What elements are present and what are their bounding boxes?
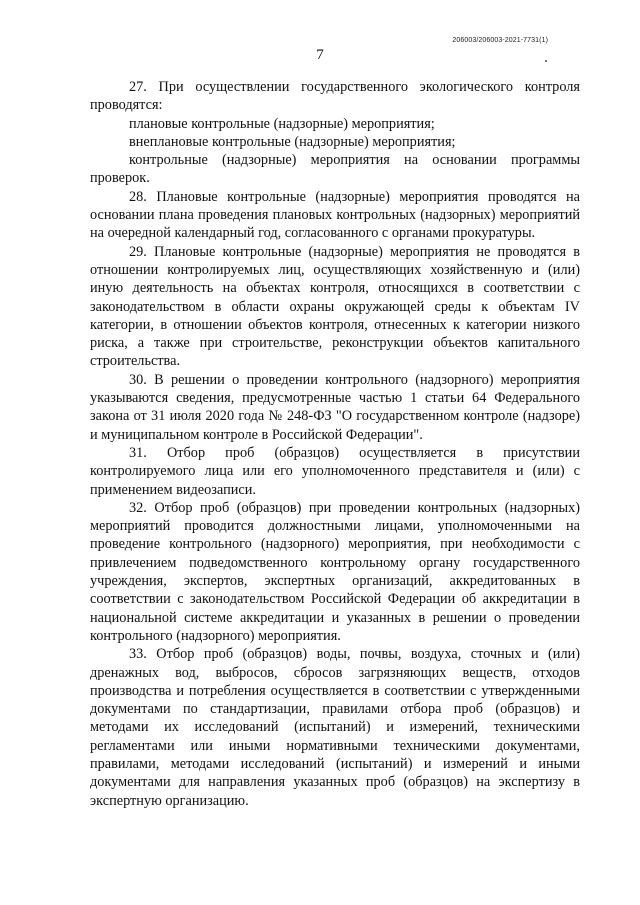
paragraph-31: 31. Отбор проб (образцов) осуществляется в присутствии контролируемого лица или его уполномоченного представителя и (или) с применением видеозаписи. <box>90 444 580 498</box>
document-id: 206003/206003-2021-7731(1) <box>452 37 548 44</box>
scan-dot-mark <box>545 60 547 62</box>
paragraph-33: 33. Отбор проб (образцов) воды, почвы, воздуха, сточных и (или) дренажных вод, выбросов, сбросов загрязняющих веществ, отходов производства и потребления осуществляется в соответствии с утвержденными документами по стандартизации, правилами отбора проб (образцов) и методами их исследований (испытаний) и измерений, техническими регламентами или иными нормативными техническими документами, правилами, методами исследований (испытаний) и измерений и иными документами для направления указанных проб (образцов) на экспертизу в экспертную организацию. <box>90 646 580 809</box>
paragraph-28: 28. Плановые контрольные (надзорные) мероприятия проводятся на основании плана проведения плановых контрольных (надзорных) мероприятий на очередной календарный год, согласованного с органами прокуратуры. <box>90 188 580 242</box>
paragraph-27-item-planned: плановые контрольные (надзорные) мероприятия; <box>129 115 435 132</box>
paragraph-32: 32. Отбор проб (образцов) при проведении контрольных (надзорных) мероприятий проводится должностными лицами, уполномоченными на проведение контрольного (надзорного) мероприятия, при необходимости с привлечением подведомственного контрольному органу государственного учреждения, экспертов, экспертных организаций, аккредитованных в соответствии с законодательством Российской Федерации об аккредитации в национальной системе аккредитации и указанных в решении о проведении контрольного (надзорного) мероприятия. <box>90 499 580 644</box>
paragraph-27-item-program: контрольные (надзорные) мероприятия на основании программы проверок. <box>90 152 580 187</box>
paragraph-29: 29. Плановые контрольные (надзорные) мероприятия не проводятся в отношении контролируемых лиц, осуществляющих хозяйственную и (или) иную деятельность на объектах контроля, относящихся в соответствии с законодательством в области охраны окружающей среды к объектам IV категории, в отношении объектов контроля, отнесенных к категории низкого риска, а также при строительстве, реконструкции объектов капитального строительства. <box>90 243 580 370</box>
page-number: 7 <box>316 47 324 63</box>
paragraph-30: 30. В решении о проведении контрольного (надзорного) мероприятия указываются сведения, предусмотренные частью 1 статьи 64 Федерального закона от 31 июля 2020 года № 248-ФЗ "О государственном контроле (надзоре) и муниципальном контроле в Российской Федерации". <box>90 371 580 443</box>
paragraph-27: 27. При осуществлении государственного экологического контроля проводятся: <box>90 79 580 114</box>
paragraph-27-item-unplanned: внеплановые контрольные (надзорные) мероприятия; <box>129 133 456 150</box>
document-body <box>90 78 580 810</box>
